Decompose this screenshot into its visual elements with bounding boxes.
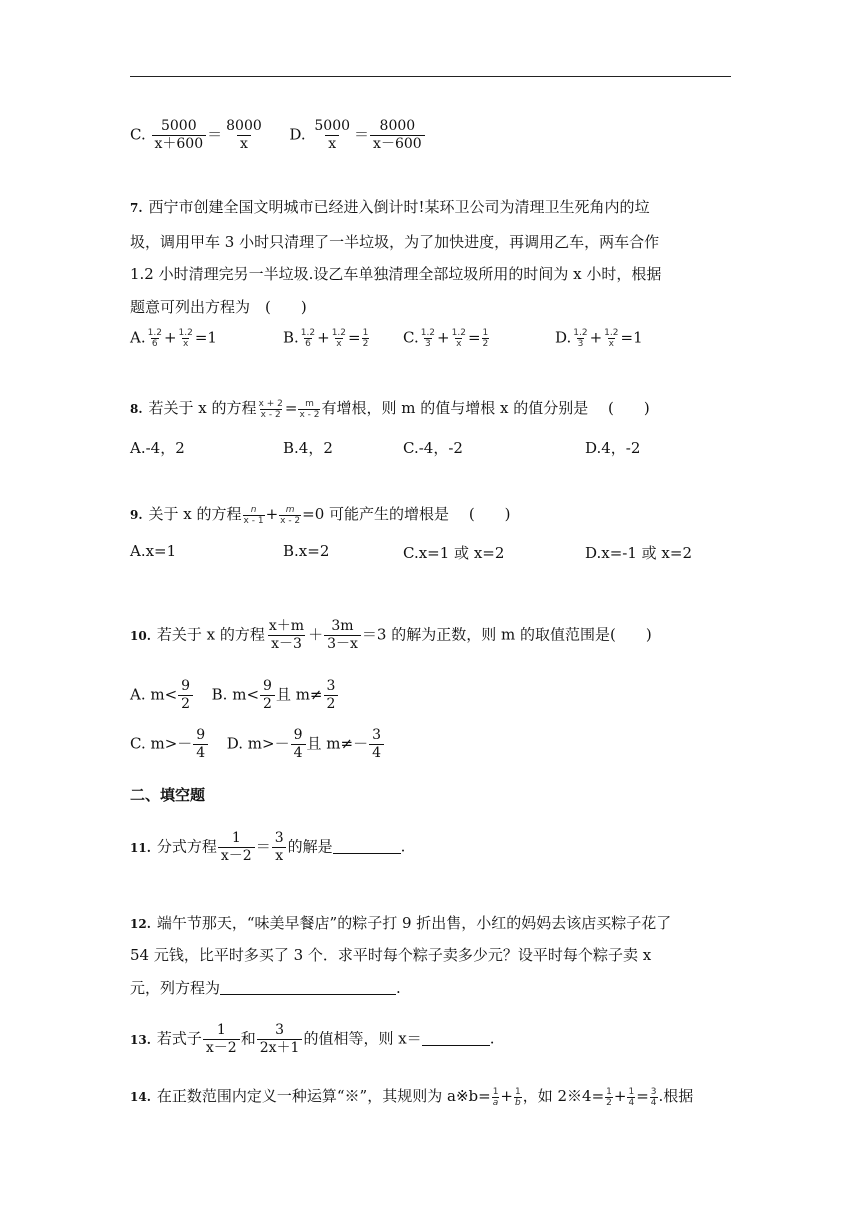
q9-option-a: A.x=1 [130, 542, 177, 560]
q10-stem: 10. 若关于 x 的方程 $\frac{x+m}{x-3}$ ＋ $\frac{3m}{3-x}$ ＝3 的解为正数，则 m 的取值范围是( ) [130, 618, 652, 652]
section-title: 二、填空题 [130, 786, 206, 804]
q11-stem: 11. 分式方程 $\frac{1}{x-2}$ ＝ $\frac{3}{x}$ 的解是 . [130, 830, 406, 864]
answer-blank[interactable] [333, 839, 401, 854]
q9-option-b: B.x=2 [283, 542, 330, 560]
q12-line-2: 54 元钱，比平时多买了 3 个．求平时每个粽子卖多少元？设平时每个粽子卖 x [130, 946, 652, 964]
q7-option-b: B. $\frac{1.2}{6}$ + $\frac{1.2}{x}$ = $\frac{1}{2}$ [283, 328, 369, 349]
header-rule [130, 76, 731, 77]
q10-options-cd: C. m>－ $\frac{9}{4}$ D. m>－ $\frac{9}{4}$ 且 m≠－ $\frac{3}{4}$ [130, 727, 385, 762]
question-number: 13. [130, 1032, 151, 1047]
q9-stem: 9. 关于 x 的方程 $\frac{n}{x - 1}$ + $\frac{m}{x - 2}$ =0 可能产生的增根是 ( ) [130, 504, 511, 526]
q14-stem: 14. 在正数范围内定义一种运算“※”，其规则为 a※b= $\frac{1}{a}$ + $\frac{1}{b}$ ，如 2※4= $\frac{1}{2}$ + $\frac{1}{4}$ = $\frac{3}{4}$ .根据 [130, 1086, 694, 1108]
question-number: 12. [130, 917, 151, 931]
q8-option-a: A.-4，2 [130, 439, 185, 457]
q8-option-b: B.4，2 [283, 439, 333, 457]
q13-stem: 13. 若式子 $\frac{1}{x-2}$ 和 $\frac{3}{2x+1}$ 的值相等，则 x＝ . [130, 1022, 495, 1056]
option-c-label: C. [130, 125, 146, 144]
option-d-label: D. [289, 125, 306, 144]
q9-option-d: D.x=-1 或 x=2 [585, 544, 693, 562]
question-number: 7. [130, 201, 143, 215]
question-number: 10. [130, 628, 151, 643]
q10-options-ab: A. m< $\frac{9}{2}$ B. m< $\frac{9}{2}$ 且 m≠ $\frac{3}{2}$ [130, 678, 339, 713]
question-number: 9. [130, 508, 143, 522]
q8-stem: 8. 若关于 x 的方程 $\frac{x + 2}{x - 2}$ = $\frac{m}{x - 2}$ 有增根，则 m 的值与增根 x 的值分别是 ( ) [130, 398, 650, 420]
q7-option-d: D. $\frac{1.2}{3}$ + $\frac{1.2}{x}$ =1 [555, 328, 643, 349]
answer-blank[interactable] [220, 980, 396, 995]
q7-line-3: 1.2 小时清理完另一半垃圾.设乙车单独清理全部垃圾所用的时间为 x 小时，根据 [130, 265, 662, 283]
q7-line-2: 圾，调用甲车 3 小时只清理了一半垃圾，为了加快进度，再调用乙车，两车合作 [130, 233, 660, 251]
q7-line-1: 7. 西宁市创建全国文明城市已经进入倒计时!某环卫公司为清理卫生死角内的垃 [130, 198, 650, 216]
q12-line-1: 12. 端午节那天，“味美早餐店”的粽子打 9 折出售，小红的妈妈去该店买粽子花了 [130, 914, 672, 932]
q7-option-c: C. $\frac{1.2}{3}$ + $\frac{1.2}{x}$ = $\frac{1}{2}$ [403, 328, 489, 349]
fraction: $\frac{5000}{x}$ [314, 118, 351, 152]
question-number: 8. [130, 402, 143, 416]
q12-line-3: 元，列方程为 . [130, 979, 401, 997]
fraction: $\frac{8000}{x}$ [226, 118, 262, 152]
question-number: 14. [130, 1090, 151, 1104]
fraction: $\frac{5000}{x+600}$ [152, 118, 207, 153]
q8-option-d: D.4，-2 [585, 439, 641, 457]
q8-option-c: C.-4，-2 [403, 439, 463, 457]
fraction: $\frac{8000}{x-600}$ [370, 118, 425, 153]
q6-options: C. $\frac{5000}{x+600}$ ＝ $\frac{8000}{x}$ D. $\frac{5000}{x}$ ＝ $\frac{8000}{x-600}$ [130, 118, 426, 153]
q7-line-4: 题意可列出方程为 ( ) [130, 298, 307, 316]
q7-option-a: A. $\frac{1.2}{6}$ + $\frac{1.2}{x}$ =1 [130, 328, 217, 349]
q9-option-c: C.x=1 或 x=2 [403, 544, 505, 562]
question-number: 11. [130, 840, 151, 855]
answer-blank[interactable] [422, 1031, 490, 1046]
